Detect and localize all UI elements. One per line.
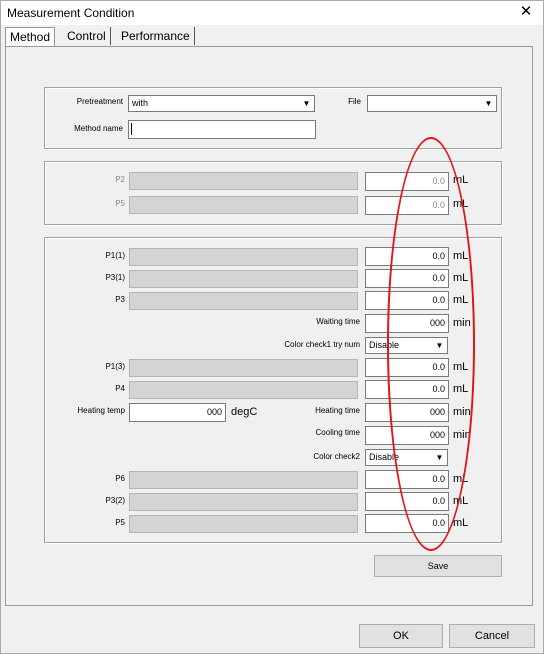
ok-button[interactable]: OK: [359, 624, 443, 648]
p3-2-bar: [129, 493, 358, 511]
p4-label: P4: [115, 384, 125, 393]
method-name-label: Method name: [74, 124, 123, 133]
p4-volume-field[interactable]: 0.0: [365, 380, 449, 399]
color-check2-value: Disable: [369, 452, 400, 462]
p1-3-volume-field[interactable]: 0.0: [365, 358, 449, 377]
cooling-time-unit: min: [453, 429, 471, 441]
color-check1-value: Disable: [369, 340, 400, 350]
heating-time-unit: min: [453, 406, 471, 418]
color-check1-label: Color check1 try num: [284, 340, 360, 349]
p2-volume-field[interactable]: 0.0: [365, 172, 449, 191]
p3-bar: [129, 292, 358, 310]
p1-3-unit: mL: [453, 361, 469, 373]
p6-unit: mL: [453, 473, 469, 485]
pump-group-1: [44, 161, 502, 225]
p3-2-volume-field[interactable]: 0.0: [365, 492, 449, 511]
p1-1-label: P1(1): [105, 251, 125, 260]
p2-unit: mL: [453, 174, 469, 186]
p3-volume-field[interactable]: 0.0: [365, 291, 449, 310]
p5-unit-lower: mL: [453, 517, 469, 529]
chevron-down-icon: ▼: [433, 451, 446, 464]
p5-bar: [129, 196, 358, 214]
p1-3-bar: [129, 359, 358, 377]
chevron-down-icon: ▼: [433, 339, 446, 352]
p2-bar: [129, 172, 358, 190]
p5-label: P5: [115, 199, 125, 208]
heating-temp-field[interactable]: 000: [129, 403, 226, 422]
p3-label: P3: [115, 295, 125, 304]
close-icon[interactable]: ✕: [519, 3, 533, 20]
tab-method[interactable]: Method: [5, 27, 55, 47]
waiting-time-unit: min: [453, 317, 471, 329]
title-bar: [1, 1, 543, 25]
p6-bar: [129, 471, 358, 489]
file-label: File: [348, 97, 361, 106]
heating-time-label: Heating time: [315, 406, 360, 415]
method-tab-panel: [5, 46, 533, 606]
p5-label-lower: P5: [115, 518, 125, 527]
chevron-down-icon: ▼: [482, 97, 495, 110]
pretreatment-select[interactable]: [128, 95, 315, 112]
p1-1-bar: [129, 248, 358, 266]
p6-volume-field[interactable]: 0.0: [365, 470, 449, 489]
p3-1-volume-field[interactable]: 0.0: [365, 269, 449, 288]
p1-1-volume-field[interactable]: 0.0: [365, 247, 449, 266]
heating-temp-unit: degC: [231, 406, 258, 418]
p1-3-label: P1(3): [105, 362, 125, 371]
color-check2-label: Color check2: [313, 452, 360, 461]
color-check2-select[interactable]: [365, 449, 448, 466]
pump-group-2: [44, 237, 502, 543]
method-group: [44, 87, 502, 149]
pretreatment-label: Pretreatment: [76, 97, 123, 106]
p3-2-unit: mL: [453, 495, 469, 507]
p5-bar-lower: [129, 515, 358, 533]
p5-volume-field[interactable]: 0.0: [365, 196, 449, 215]
pretreatment-value: with: [132, 98, 149, 108]
tab-performance-check[interactable]: Performance: [117, 27, 195, 45]
color-check1-select[interactable]: [365, 337, 448, 354]
p2-label: P2: [115, 175, 125, 184]
p1-1-unit: mL: [453, 250, 469, 262]
p4-bar: [129, 381, 358, 399]
cooling-time-label: Cooling time: [315, 428, 360, 437]
p3-unit: mL: [453, 294, 469, 306]
heating-time-field[interactable]: 000: [365, 403, 449, 422]
waiting-time-field[interactable]: 000: [365, 314, 449, 333]
cancel-button[interactable]: Cancel: [449, 624, 535, 648]
p5-volume-field-lower[interactable]: 0.0: [365, 514, 449, 533]
p3-1-label: P3(1): [105, 273, 125, 282]
tab-control[interactable]: Control: [63, 27, 111, 45]
text-caret: [131, 123, 132, 135]
p3-2-label: P3(2): [105, 496, 125, 505]
p3-1-unit: mL: [453, 272, 469, 284]
save-button[interactable]: Save: [374, 555, 502, 577]
cooling-time-field[interactable]: 000: [365, 426, 449, 445]
p5-unit: mL: [453, 198, 469, 210]
window-title: Measurement Condition: [7, 6, 135, 20]
p4-unit: mL: [453, 383, 469, 395]
waiting-time-label: Waiting time: [316, 317, 360, 326]
heating-temp-label: Heating temp: [77, 406, 125, 415]
method-name-input[interactable]: [128, 120, 316, 139]
chevron-down-icon: ▼: [300, 97, 313, 110]
p3-1-bar: [129, 270, 358, 288]
p6-label: P6: [115, 474, 125, 483]
file-select[interactable]: [367, 95, 497, 112]
